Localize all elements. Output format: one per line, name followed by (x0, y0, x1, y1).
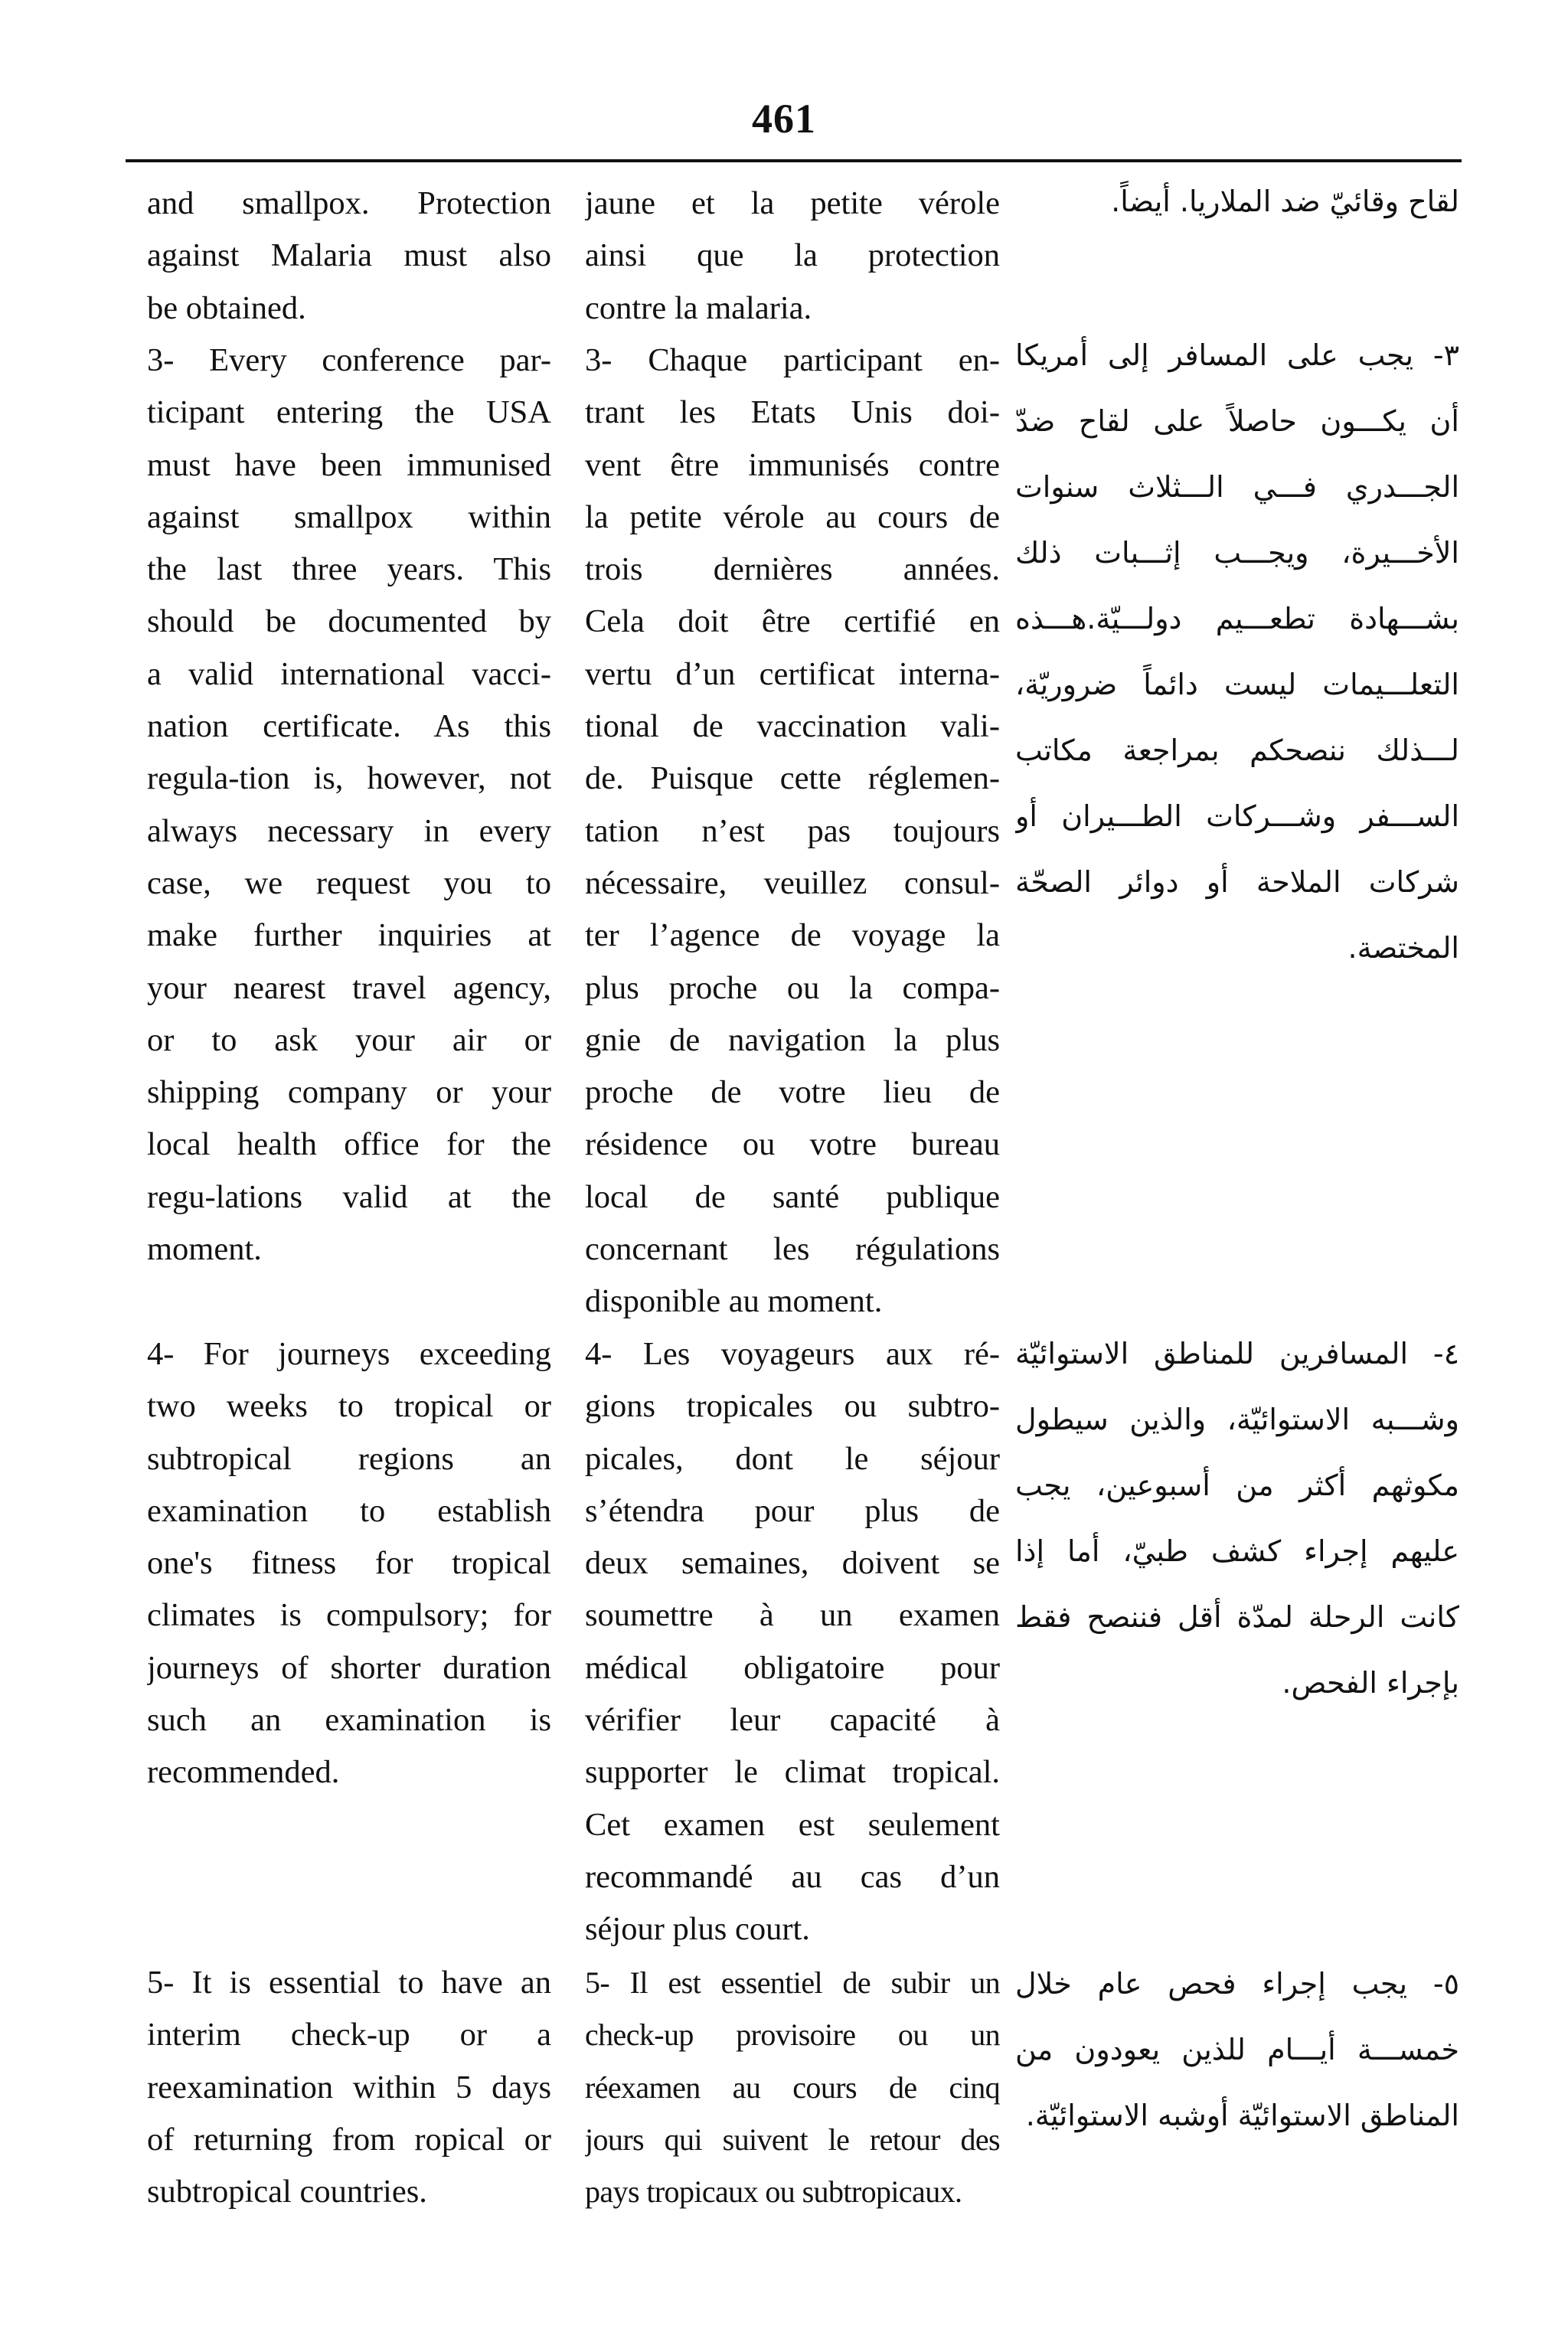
french-line: supporter le climat tropical. (585, 1754, 1000, 1791)
french-line: Cet examen est seulement (585, 1806, 1000, 1843)
french-line: trant les Etats Unis doi- (585, 394, 1000, 431)
french-line: 4- Les voyageurs aux ré- (585, 1336, 1000, 1372)
english-line: 4- For journeys exceeding (147, 1336, 551, 1372)
arabic-line: بإجراء الفحص. (1282, 1666, 1459, 1700)
english-line: the last three years. This (147, 551, 551, 588)
english-line: shipping company or your (147, 1074, 551, 1111)
section-continuation (0, 178, 1568, 338)
page-number: 461 (752, 96, 816, 142)
english-line: and smallpox. Protection (147, 185, 551, 221)
arabic-line: كانت الرحلة لمدّة أقل فننصح فقط (1015, 1600, 1459, 1634)
arabic-line: وشـــبه الاستوائيّة، والذين سيطول (1015, 1403, 1459, 1436)
french-line: 3- Chaque participant en- (585, 342, 1000, 378)
french-line: séjour plus court. (585, 1911, 810, 1948)
arabic-line: المناطق الاستوائيّة أوشبه الاستوائيّة. (1025, 2099, 1459, 2132)
english-line: journeys of shorter duration (147, 1649, 551, 1686)
english-column (147, 1328, 551, 1799)
french-line: trois dernières années. (585, 551, 1000, 588)
french-line: contre la malaria. (585, 289, 812, 326)
english-line: interim check-up or a (147, 2017, 551, 2053)
english-line: be obtained. (147, 289, 306, 326)
english-line: your nearest travel agency, (147, 969, 551, 1006)
arabic-line: لقاح وقائيّ ضد الملاريا. أيضاً. (1111, 185, 1459, 218)
arabic-line: الســـفر وشـــركات الطـــيران أو (1015, 799, 1459, 833)
french-line: Cela doit être certifié en (585, 603, 1000, 640)
french-line: plus proche ou la compa- (585, 969, 1000, 1006)
french-line: de. Puisque cette réglemen- (585, 760, 1000, 797)
english-line: 3- Every conference par- (147, 342, 551, 378)
english-line: of returning from ropical or (147, 2121, 551, 2158)
arabic-column (1015, 1321, 1459, 1716)
french-line: vérifier leur capacité à (585, 1702, 1000, 1739)
english-line: or to ask your air or (147, 1021, 551, 1058)
french-line: deux semaines, doivent se (585, 1545, 1000, 1582)
arabic-line: خمســـة أيـــام للذين يعودون من (1015, 2033, 1459, 2066)
english-line: make further inquiries at (147, 917, 551, 954)
english-line: always necessary in every (147, 812, 551, 849)
section-item-5 (0, 1957, 1568, 2233)
header-rule (126, 159, 1462, 162)
english-line: regu-lations valid at the (147, 1178, 551, 1215)
french-line: jours qui suivent le retour des (585, 2122, 1000, 2157)
english-line: recommended. (147, 1754, 340, 1791)
english-line: regula-tion is, however, not (147, 760, 551, 797)
french-line: local de santé publique (585, 1178, 1000, 1215)
arabic-line: ٥- يجب إجراء فحص عام خلال (1015, 1967, 1459, 2001)
french-line: réexamen au cours de cinq (585, 2069, 1000, 2105)
french-line: check-up provisoire ou un (585, 2017, 1000, 2053)
english-column (147, 1957, 551, 2218)
section-item-4 (0, 1328, 1568, 1964)
french-line: proche de votre lieu de (585, 1074, 1000, 1111)
french-line: la petite vérole au cours de (585, 498, 1000, 535)
arabic-line: مكوثهم أكثر من أسبوعين، يجب (1015, 1468, 1459, 1502)
english-line: should be documented by (147, 603, 551, 640)
arabic-line: بشـــهادة تطعـــيم دولـــيّة.هـــذه (1015, 602, 1459, 635)
arabic-line: المختصة. (1348, 931, 1459, 965)
french-line: ter l’agence de voyage la (585, 917, 1000, 954)
french-line: médical obligatoire pour (585, 1649, 1000, 1686)
english-line: two weeks to tropical or (147, 1388, 551, 1425)
arabic-column (1015, 168, 1459, 234)
french-line: vent être immunisés contre (585, 446, 1000, 483)
french-line: tation n’est pas toujours (585, 812, 1000, 849)
arabic-column (1015, 322, 1459, 981)
english-line: examination to establish (147, 1492, 551, 1529)
french-line: picales, dont le séjour (585, 1440, 1000, 1477)
french-column (585, 178, 1000, 335)
english-line: against smallpox within (147, 498, 551, 535)
french-line: s’étendra pour plus de (585, 1492, 1000, 1529)
english-line: 5- It is essential to have an (147, 1965, 551, 2001)
english-line: local health office for the (147, 1126, 551, 1163)
arabic-line: ٣- يجب على المسافر إلى أمريكا (1015, 338, 1459, 372)
english-line: such an examination is (147, 1702, 551, 1739)
arabic-line: الأخـــيرة، ويجـــب إثـــبات ذلك (1015, 536, 1459, 570)
english-column (147, 178, 551, 335)
arabic-line: ٤- المسافرين للمناطق الاستوائيّة (1015, 1337, 1459, 1370)
english-line: ticipant entering the USA (147, 394, 551, 431)
french-line: recommandé au cas d’un (585, 1858, 1000, 1895)
english-line: must have been immunised (147, 446, 551, 483)
french-line: 5- Il est essentiel de subir un (585, 1965, 1000, 2000)
english-line: case, we request you to (147, 864, 551, 901)
french-line: tional de vaccination vali- (585, 708, 1000, 745)
french-line: gnie de navigation la plus (585, 1021, 1000, 1058)
french-line: gions tropicales ou subtro- (585, 1388, 1000, 1425)
section-item-3 (0, 335, 1568, 1330)
english-line: moment. (147, 1231, 262, 1268)
english-line: climates is compulsory; for (147, 1597, 551, 1634)
french-line: soumettre à un examen (585, 1597, 1000, 1634)
french-line: concernant les régulations (585, 1231, 1000, 1268)
english-line: nation certificate. As this (147, 708, 551, 745)
french-line: résidence ou votre bureau (585, 1126, 1000, 1163)
french-line: vertu d’un certificat interna- (585, 655, 1000, 692)
arabic-line: أن يكـــون حاصلاً على لقاح ضدّ (1015, 404, 1459, 438)
arabic-line: لـــذلك ننصحكم بمراجعة مكاتب (1015, 733, 1459, 767)
french-line: jaune et la petite vérole (585, 185, 1000, 221)
english-line: reexamination within 5 days (147, 2069, 551, 2105)
arabic-line: التعلـــيمات ليست دائماً ضروريّة، (1015, 668, 1459, 701)
french-column (585, 1328, 1000, 1956)
french-column (585, 1957, 1000, 2218)
english-line: against Malaria must also (147, 237, 551, 274)
french-line: disponible au moment. (585, 1283, 883, 1320)
english-column (147, 335, 551, 1276)
arabic-line: شركات الملاحة أو دوائر الصحّة (1015, 865, 1459, 899)
french-line: ainsi que la protection (585, 237, 1000, 274)
english-line: subtropical countries. (147, 2174, 427, 2210)
english-line: a valid international vacci- (147, 655, 551, 692)
french-line: pays tropicaux ou subtropicaux. (585, 2174, 962, 2210)
english-line: subtropical regions an (147, 1440, 551, 1477)
arabic-column (1015, 1951, 1459, 2148)
english-line: one's fitness for tropical (147, 1545, 551, 1582)
arabic-line: عليهم إجراء كشف طبيّ، أما إذا (1015, 1534, 1459, 1568)
french-column (585, 335, 1000, 1328)
french-line: nécessaire, veuillez consul- (585, 864, 1000, 901)
arabic-line: الجـــدري فـــي الـــثلاث سنوات (1015, 470, 1459, 504)
